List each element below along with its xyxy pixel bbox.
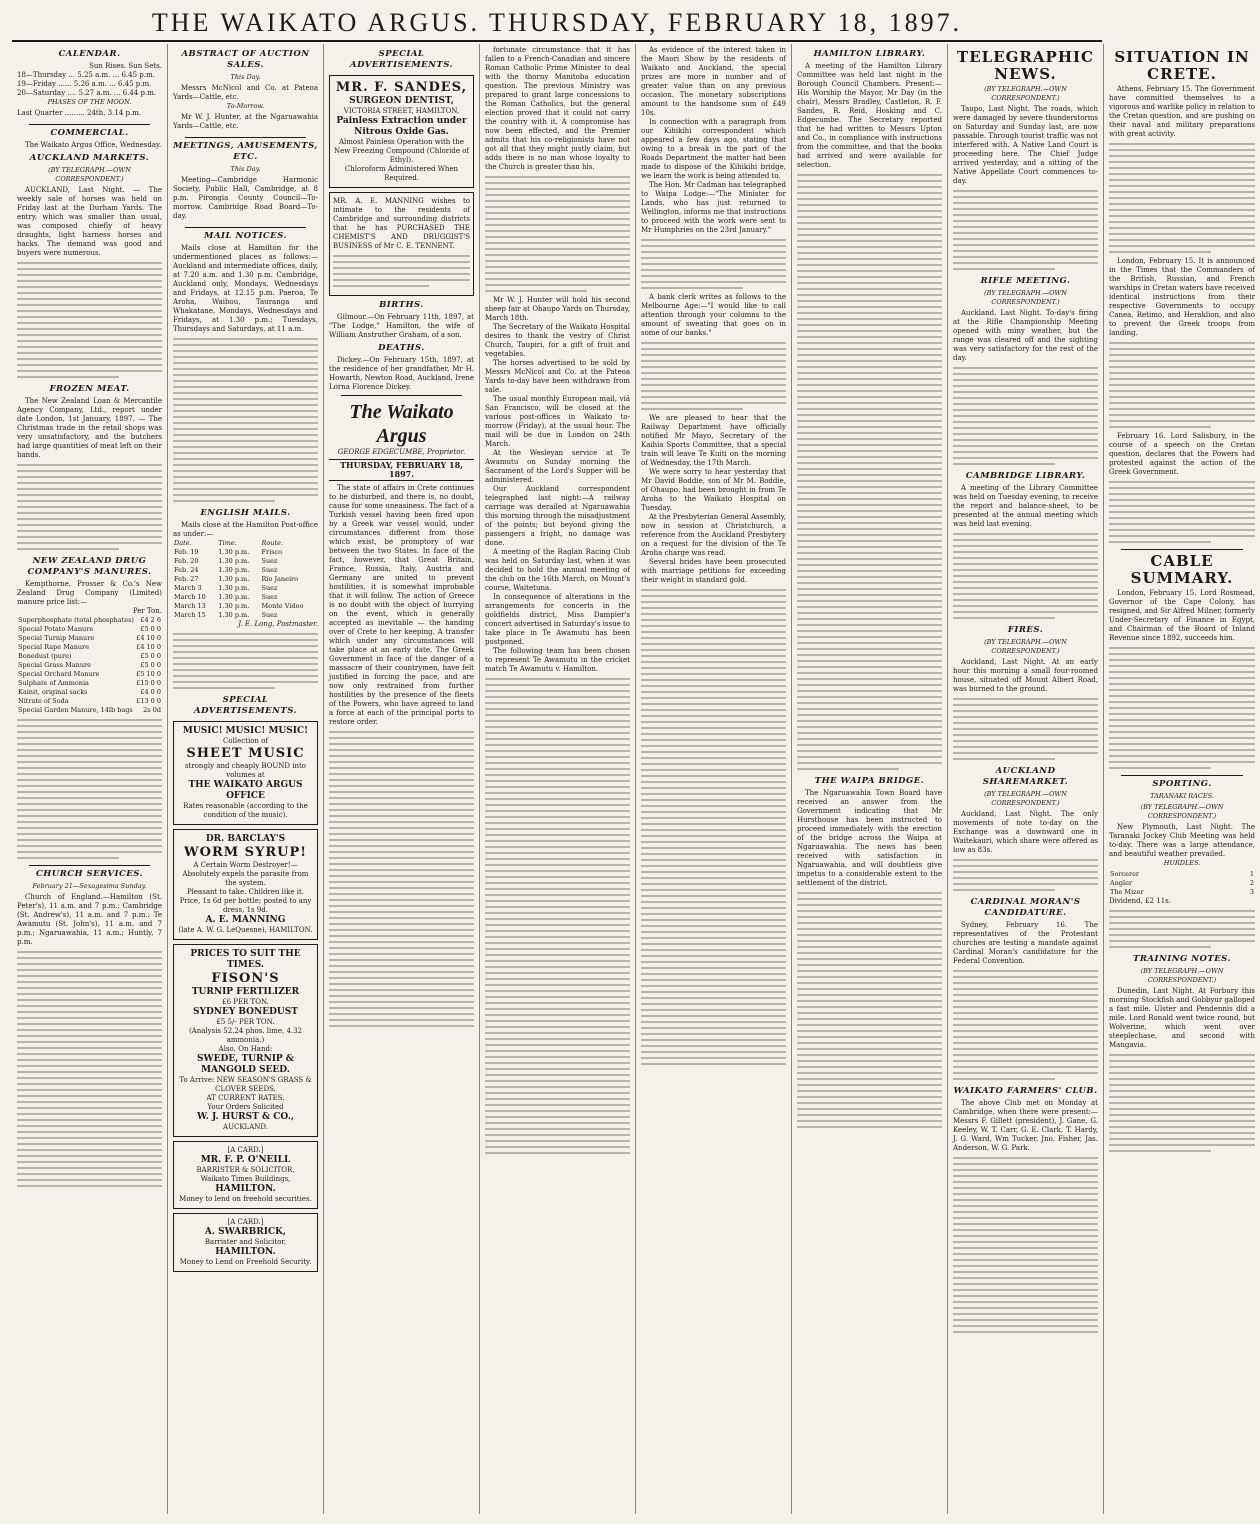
manure-name: Kainit, original sacks <box>18 688 88 696</box>
sporting <box>1109 779 1255 948</box>
manure-row <box>17 679 162 688</box>
fertilizer-ad <box>173 944 318 1137</box>
cable-summary <box>1109 553 1255 769</box>
mail-cell: March 10 <box>174 593 206 601</box>
worm-ad-seller-sub: (late A. W. G. LeQuesne), HAMILTON. <box>178 926 313 934</box>
dentist-line: Almost Painless Operation with the New Freezing Compound (Chloride of Ethyl). <box>333 138 470 164</box>
swarbrick-note: Money to Lend on Freehold Security. <box>179 1258 312 1266</box>
mail-notices <box>173 231 318 502</box>
manure-name: Superphosphate (total phosphates) <box>18 616 134 624</box>
crete-text: London, February 15. It is announced in the Times that the Commanders of the British, Russian, and French warships in Cretan waters have received identical instructions from their respective Governments to occupy Canea, Retimo, and Heraklion, and also to prevent the Greek troops from landing. <box>1109 257 1255 337</box>
mail-heading: MAIL NOTICES. <box>204 231 287 241</box>
fires-sub: (BY TELEGRAPH.—OWN CORRESPONDENT.) <box>984 638 1067 655</box>
telegraphic-sub: (BY TELEGRAPH.—OWN CORRESPONDENT.) <box>984 85 1067 102</box>
column-3 <box>324 44 480 1514</box>
waipa-bridge <box>797 776 942 1128</box>
news-paragraph: We are pleased to hear that the Railway Department have officially notified Mr Mayo, Secretary of the Kaihia Sports Committee, that a special train will leave Te Kuiti on the morning of Wednesday, the 17th March. <box>641 414 786 467</box>
training-notes <box>1109 954 1255 1152</box>
deaths-heading: DEATHS. <box>378 343 425 353</box>
fires-heading: FIRES. <box>1007 625 1044 635</box>
fertilizer-ad-orders: Your Orders Solicited <box>207 1103 284 1111</box>
race-result-row <box>1109 888 1255 897</box>
oneill-town: HAMILTON. <box>215 1184 276 1194</box>
worm-ad-name: DR. BARCLAY'S <box>205 834 286 844</box>
fertilizer-ad-top: PRICES TO SUIT THE TIMES. <box>190 949 301 970</box>
manures <box>17 556 162 859</box>
meetings <box>173 141 318 221</box>
worm-ad-seller: A. E. MANNING <box>205 915 286 925</box>
church-text: Church of England.—Hamilton (St. Peter's), 11 a.m. and 7 p.m.; Cambridge (St. Andrew's), 11 a.m. and 7 p.m.; Te Awamutu (St. John's), 11 a.m. and 7 p.m.; Ngaruawahia, 11 a.m.; Huntly, 7 p.m. <box>17 893 162 946</box>
news-paragraph: A meeting of the Raglan Racing Club was held on Saturday last, when it was decided to hold the annual meeting of the club on the 16th March, on Mount's course, Waitetuna. <box>485 548 630 592</box>
farmers-club <box>953 1086 1098 1333</box>
hamilton-library-text: A meeting of the Hamilton Library Committee was held last night in the Borough Council Chambers. Present:—His Worship the Mayor, Mr Day (in the chair), Messrs Bradley, Castleton, R. F. Sandes, R. Reid, Hosking and C. Edgecumbe. The Secretary reported that he had written to Messrs Upton and Co., in compliance with instructions from the committee, and that the books had arrived and were available for selection. <box>797 62 942 169</box>
situation-in-crete <box>1109 49 1255 543</box>
calendar-heading: CALENDAR. <box>58 49 121 59</box>
news-paragraph: In consequence of alterations in the arrangements for concerts in the goldfields district, Miss Dampier's concert advertised in Saturday's issue to take place in Te Awamutu has been postponed. <box>485 593 630 646</box>
meetings-heading: MEETINGS, AMUSEMENTS, ETC. <box>173 141 318 162</box>
auction-today: Messrs McNicol and Co. at Pateoa Yards—Cattle, etc. <box>173 84 318 101</box>
manures-heading: NEW ZEALAND DRUG COMPANY'S MANURES. <box>27 556 152 577</box>
oneill-card-ad <box>173 1141 318 1209</box>
race-place: 1 <box>1249 870 1254 878</box>
mail-table-header <box>173 539 318 548</box>
english-mails-intro: Mails close at the Hamilton Post-office as under:— <box>173 521 318 538</box>
mail-cell: 1.30 p.m. <box>218 593 250 601</box>
special-ads-heading: SPECIAL ADVERTISEMENTS. <box>349 49 453 70</box>
frozen-meat-heading: FROZEN MEAT. <box>49 384 130 394</box>
race-horse: The Mizer <box>1110 888 1144 896</box>
masthead-title: THE WAIKATO ARGUS. THURSDAY, FEBRUARY 18, 1897. <box>151 8 963 37</box>
mail-cell: Frisco <box>261 548 283 556</box>
manure-row <box>17 652 162 661</box>
manure-price: 2s 0d <box>143 706 161 714</box>
mail-row <box>173 548 318 557</box>
telegraphic-heading: TELEGRAPHIC NEWS. <box>957 48 1094 83</box>
manure-price: £5 0 0 <box>140 661 161 669</box>
dentist-name: MR. F. SANDES, <box>335 80 468 95</box>
sharemarket <box>953 766 1098 891</box>
news-paragraph: In connection with a paragraph from our Kihikihi correspondent which appeared a few days ago, stating that owing to a break in the part of the Roads Department the matter had been made to dispose of the Kihikihi bridge, we learn the work is being attended to. <box>641 118 786 180</box>
manure-name: Special Garden Manure, 14lb bags <box>18 706 133 714</box>
race-horse: Sorcerer <box>1110 870 1140 878</box>
race-horse: Angler <box>1110 879 1133 887</box>
cardinal-moran <box>953 897 1098 1080</box>
auction-sales <box>173 49 318 131</box>
column-1 <box>12 44 168 1514</box>
deaths-text: Dickey.—On February 15th, 1897, at the residence of her grandfather, Mr H. Howarth, Newton Road, Auckland, Irene Lorna Florence Dickey. <box>329 356 474 391</box>
column-7 <box>948 44 1104 1514</box>
training-sub: (BY TELEGRAPH.—OWN CORRESPONDENT.) <box>1140 967 1224 984</box>
race-dividend: Dividend, £2 11s. <box>1109 897 1171 905</box>
mail-cell: Rio Janeiro <box>261 575 299 583</box>
manure-row <box>17 625 162 634</box>
mail-column-header: Date. <box>174 539 192 547</box>
news-paragraph: We were sorry to hear yesterday that Mr David Boddie, son of Mr M. Boddie, of Ohaupo, had been brought in from Te Aroha to the Waikato Hospital on Tuesday. <box>641 468 786 512</box>
frozen-meat <box>17 384 162 550</box>
mail-text: Mails close at Hamilton for the undermentioned places as follows:— Auckland and intermediate offices, daily, at 7.20 a.m. and 1.30 p.m. Cambridge, Auckland only, Mondays, Wednesdays and Fridays, at 12.15 p.m. Paeroa, Te Aroha, Waihou, Tauranga and Whakatane, Mondays, Wednesdays and Fridays, at 1.30 p.m.; Tuesdays, Thursdays and Saturdays, at 11 a.m. <box>173 244 318 333</box>
telegraphic-text: Taupo, Last Night. The roads, which were damaged by severe thunderstorms on Saturday and Sunday last, are now passable. Through tourist traffic was not interfered with. A Native Land Court is proceeding here. The Chief Judge arrived yesterday, and a sitting of the Native Appellate Court commences to-day. <box>953 105 1098 185</box>
fertilizer-ad-analysis: (Analysis 52.24 phos. lime, 4.32 ammonia.) <box>188 1027 303 1044</box>
music-ad-line: Rates reasonable (according to the condition of the music). <box>183 802 308 819</box>
mail-cell: 1.30 p.m. <box>218 575 250 583</box>
mail-cell: 1.30 p.m. <box>218 548 250 556</box>
training-heading: TRAINING NOTES. <box>1133 954 1231 964</box>
fertilizer-ad-brand: FISON'S <box>211 971 280 986</box>
manure-row <box>17 688 162 697</box>
meetings-today-heading: This Day. <box>230 165 261 173</box>
fires-text: Auckland, Last Night. At an early hour this morning a small four-roomed house, situated off Mount Albert Road, was burned to the ground. <box>953 658 1098 693</box>
fertilizer-ad-arrive: To Arrive: NEW SEASON'S GRASS & CLOVER SEEDS, <box>179 1076 312 1093</box>
special-ads-heading: SPECIAL ADVERTISEMENTS. <box>193 695 297 716</box>
auction-tomorrow: Mr W. J. Hunter, at the Ngaruawahia Yards—Cattle, etc. <box>173 113 318 130</box>
farmers-club-heading: WAIKATO FARMERS' CLUB. <box>953 1086 1098 1096</box>
manure-price: £5 10 0 <box>136 670 161 678</box>
mail-row <box>173 566 318 575</box>
swarbrick-card: [A CARD.] <box>227 1218 264 1226</box>
moran-heading: CARDINAL MORAN'S CANDIDATURE. <box>970 897 1081 918</box>
manure-row <box>17 616 162 625</box>
news-paragraph: Our Auckland correspondent telegraphed last night:—A railway carriage was derailed at Ngaruawahia this morning through the misadjustment of the points; but beyond giving the passengers a fright, no damage was done. <box>485 485 630 547</box>
manure-row <box>17 661 162 670</box>
leader-dateline: THURSDAY, FEBRUARY 18, 1897. <box>329 459 474 481</box>
proprietor: GEORGE EDGECUMBE, Proprietor. <box>337 448 466 456</box>
columns <box>12 44 1255 1514</box>
manure-price: £13 0 0 <box>136 697 161 705</box>
masthead <box>12 6 1102 42</box>
rifle-meeting <box>953 276 1098 465</box>
auction-today-heading: This Day. <box>230 73 261 81</box>
news-paragraph: The usual monthly European mail, viâ San Francisco, will be closed at the various post-offices in Waikato to-morrow (Friday), at the usual hour. The mail will be due in London on 24th March. <box>485 395 630 448</box>
mail-cell: Feb. 19 <box>174 548 199 556</box>
fertilizer-ad-price2: £5 5/- PER TON. <box>216 1018 275 1026</box>
mail-cell: Suez <box>261 557 278 565</box>
manure-price: £4 10 0 <box>136 643 161 651</box>
hamilton-library <box>797 49 942 770</box>
oneill-address: Waikato Times Buildings, <box>200 1175 291 1183</box>
mail-row <box>173 557 318 566</box>
race-result-row <box>1109 870 1255 879</box>
manures-unit: Per Ton. <box>132 607 162 615</box>
mail-row <box>173 611 318 620</box>
mail-column-header: Route. <box>261 539 284 547</box>
manure-price: £5 0 0 <box>140 625 161 633</box>
cambridge-library-heading: CAMBRIDGE LIBRARY. <box>965 471 1086 481</box>
news-paragraph: The horses advertised to be sold by Messrs McNicol and Co. at the Pateoa Yards to-day have been withdrawn from sale. <box>485 359 630 394</box>
commercial <box>17 128 162 378</box>
fertilizer-ad-firm: W. J. HURST & CO., <box>197 1112 294 1122</box>
swarbrick-town: HAMILTON. <box>215 1247 276 1257</box>
sharemarket-text: Auckland, Last Night. The only movements of note to-day on the Exchange was a downward one in Waitekauri, which share were offered as low as 83s. <box>953 810 1098 854</box>
church-heading: CHURCH SERVICES. <box>35 869 144 879</box>
news-paragraph: The Hon. Mr Cadman has telegraphed to Waipa Lodge:—"The Minister for Lands, who has just returned to Wellington, informs me that instructions to proceed with the work were sent to Mr Humphries on the 23rd January." <box>641 181 786 234</box>
mail-cell: Suez <box>261 584 278 592</box>
mail-column-header: Time. <box>218 539 237 547</box>
oneill-note: Money to lend on freehold securities. <box>179 1195 312 1203</box>
hurdles-heading: HURDLES. <box>1163 859 1201 867</box>
manning-ad <box>329 192 474 296</box>
commercial-heading: COMMERCIAL. <box>50 128 129 138</box>
fires <box>953 625 1098 760</box>
english-mails-heading: ENGLISH MAILS. <box>200 508 291 518</box>
calendar <box>17 49 162 118</box>
manure-name: Sulphate of Ammonia <box>18 679 89 687</box>
market-heading: AUCKLAND MARKETS. <box>29 153 150 163</box>
paper-title: The Waikato Argus <box>349 401 454 447</box>
manure-price: £5 0 0 <box>140 652 161 660</box>
news-paragraph: Mr W. J. Hunter will hold his second sheep fair at Ohaupo Yards on Thursday, March 18th. <box>485 296 630 322</box>
manure-name: Special Grass Manure <box>18 661 91 669</box>
mail-cell: Monte Video <box>261 602 304 610</box>
postmaster-signature: J. E. Long, Postmaster. <box>238 620 318 628</box>
dentist-title: SURGEON DENTIST, <box>349 96 454 106</box>
mail-cell: 1.30 p.m. <box>218 611 250 619</box>
sporting-heading: SPORTING. <box>1152 779 1212 789</box>
births-heading: BIRTHS. <box>379 300 424 310</box>
oneill-card: [A CARD.] <box>227 1146 264 1154</box>
farmers-club-text: The above Club met on Monday at Cambridge, when there were present:—Messrs F. Gillett (president), J. Gane, G. Keeley, W. T. Carr, G. E. Clark, T. Hardy, J. G. Ward, Wm Tucker, Jno. Fisher, Jas. Anderson, W. G. Park. <box>953 1099 1098 1152</box>
manure-row <box>17 697 162 706</box>
news-paragraph: As evidence of the interest taken in the Maori Show by the residents of Waikato and Auckland, the special prizes are more in number and of greater value than on any previous occasion. The monetary subscriptions amount to the handsome sum of £49 10s. <box>641 46 786 117</box>
mail-cell: 1.30 p.m. <box>218 602 250 610</box>
sheet-music-ad <box>173 721 318 825</box>
market-correspondent: (BY TELEGRAPH.—OWN CORRESPONDENT.) <box>48 166 131 183</box>
sharemarket-sub: (BY TELEGRAPH.—OWN CORRESPONDENT.) <box>984 790 1067 807</box>
sporting-sub: (BY TELEGRAPH.—OWN CORRESPONDENT.) <box>1140 803 1224 820</box>
mail-cell: March 15 <box>174 611 206 619</box>
mail-row <box>173 602 318 611</box>
worm-ad-headline: WORM SYRUP! <box>184 845 307 860</box>
crete-heading: SITUATION IN CRETE. <box>1114 48 1250 83</box>
mail-row <box>173 593 318 602</box>
manure-price: £4 0 0 <box>140 688 161 696</box>
column-2 <box>168 44 324 1514</box>
calendar-row: 18—Thursday ... 5.25 a.m. ... 6.45 p.m. <box>17 71 155 79</box>
mail-cell: Feb. 27 <box>174 575 199 583</box>
church-date: February 21—Sexagesima Sunday. <box>32 882 147 890</box>
dentist-address: VICTORIA STREET, HAMILTON, <box>343 107 460 115</box>
sharemarket-heading: AUCKLAND SHAREMARKET. <box>982 766 1069 787</box>
mail-cell: Suez <box>261 611 278 619</box>
mail-cell: 1.30 p.m. <box>218 584 250 592</box>
race-place: 2 <box>1249 879 1254 887</box>
swarbrick-title: Barrister and Solicitor, <box>204 1238 287 1246</box>
music-ad-top: MUSIC! MUSIC! MUSIC! <box>182 726 309 736</box>
worm-ad-line: A Certain Worm Destroyer!— Absolutely expels the parasite from the system. <box>182 861 309 887</box>
music-ad-line: strongly and cheaply BOUND into volumes at <box>184 762 307 779</box>
oneill-name: MR. F. P. O'NEILL <box>200 1155 291 1165</box>
fertilizer-ad-product2: SYDNEY BONEDUST <box>193 1007 298 1017</box>
manure-price: £4 2 6 <box>140 616 161 624</box>
news-paragraph: The following team has been chosen to represent Te Awamutu in the cricket match Te Awamutu v. Hamilton. <box>485 647 630 673</box>
auction-heading: ABSTRACT OF AUCTION SALES. <box>181 49 310 70</box>
hamilton-library-heading: HAMILTON LIBRARY. <box>813 49 926 59</box>
manure-price: £15 0 0 <box>136 679 161 687</box>
market-report: AUCKLAND, Last Night. — The weekly sale of horses was held on Friday last at the Durham Yards. The entry, which was smaller than usual, was composed chiefly of heavy draughts, light harness horses and hacks. The demand was good and buyers were numerous. <box>17 186 162 257</box>
mail-cell: March 13 <box>174 602 206 610</box>
manure-name: Special Rape Manure <box>18 643 90 651</box>
cable-text: London, February 15. Lord Rosmead, Governor of the Cape Colony, has resigned, and Sir Alfred Milner, formerly Under-Secretary of Finance in Egypt, and Chairman of the Board of Inland Revenue since 1892, succeeds him. <box>1109 589 1255 642</box>
manure-price-table <box>17 616 162 715</box>
moon-phase: Last Quarter ......... 24th, 3.14 p.m. <box>17 109 142 117</box>
column-5 <box>636 44 792 1514</box>
frozen-meat-report: The New Zealand Loan & Mercantile Agency Company, Ltd., report under date London, 1st January, 1897. — The Christmas trade in the retail shops was very unsatisfactory, and the butchers had large quantities of meat left on their hands. <box>17 397 162 459</box>
music-ad-line: Collection of <box>223 737 268 745</box>
manure-row <box>17 706 162 715</box>
manure-name: Bonedust (pure) <box>18 652 72 660</box>
news-paragraph: A bank clerk writes as follows to the Melbourne Age:—"I would like to call attention through your columns to the amount of sweating that goes on in some of our banks." <box>641 293 786 337</box>
mail-row <box>173 575 318 584</box>
fertilizer-ad-rates: AT CURRENT RATES. <box>206 1094 285 1102</box>
news-paragraph: Several brides have been prosecuted with marriage petitions for exceeding their weight in standard gold. <box>641 558 786 584</box>
calendar-row: 19—Friday ...... 5.26 a.m. ... 6.45 p.m. <box>17 80 152 88</box>
music-ad-office: THE WAIKATO ARGUS OFFICE <box>188 780 303 801</box>
manure-row <box>17 643 162 652</box>
mail-cell: March 3 <box>174 584 202 592</box>
news-paragraph: At the Wesleyan service at Te Awamutu on Sunday morning the Sacrament of the Lord's Supper will be administered. <box>485 449 630 484</box>
race-place: 3 <box>1249 888 1254 896</box>
telegraphic-news <box>953 49 1098 270</box>
mail-cell: 1.30 p.m. <box>218 557 250 565</box>
moon-heading: PHASES OF THE MOON. <box>47 98 132 106</box>
manures-intro: Kempthorne, Prosser & Co.'s New Zealand Drug Company (Limited) manure price list:— <box>17 580 162 606</box>
mail-row <box>173 584 318 593</box>
news-paragraph: The Secretary of the Waikato Hospital desires to thank the vestry of Christ Church, Taupiri, for a gift of fruit and vegetables. <box>485 323 630 358</box>
news-paragraph: fortunate circumstance that it has fallen to a French-Canadian and sincere Roman Catholic Prime Minister to deal with the thorny Manitoba education question. The previous Ministry was prepared to grant large concessions to the Roman Catholics, but the general election proved that it could not carry the country with it. A compromise has now been effected, and the Premier admits that his co-religionists have not got all that they might justly claim, but adds there is no man whose loyalty to the Church is greater than his. <box>485 46 630 171</box>
race-results-table <box>1109 870 1255 897</box>
cambridge-library-text: A meeting of the Library Committee was held on Tuesday evening, to receive the report and balance-sheet, to be presented at the annual meeting which was held last evening. <box>953 484 1098 528</box>
column-4 <box>480 44 636 1514</box>
news-paragraph: At the Presbyterian General Assembly, now in session at Christchurch, a reference from the Auckland Presbytery on a request for the division of the Te Aroha charge was read. <box>641 513 786 557</box>
auction-tomorrow-heading: To-Morrow. <box>226 102 265 110</box>
mail-cell: Suez <box>261 566 278 574</box>
leader-text: The state of affairs in Crete continues to be disturbed, and there is, no doubt, cause for some uneasiness. The fact of a Turkish vessel having been fired upon by a Greek war vessel would, under circumstances different from those which exist, be promptory of war between the two States. In face of the fact, however, that Great Britain, France, Russia, Italy, Austria and Germany are united to prevent hostilities, it is somewhat improbable that it will follow. The action of Greece is no doubt with the object of hurrying on the event, which is generally accepted as inevitable — the handing over of Crete to her keeping. A transfer which under any circumstances will take place at an early date. The Greek Government in face of the danger of a massacre of their countrymen, have felt justified in forcing the pace, and are now only restrained from further hostilities by the presence of the fleets of the Powers, who have agreed to land a force at each of the principal ports to restore order. <box>329 484 474 726</box>
rifle-text: Auckland, Last Night. To-day's firing at the Rifle Championship Meeting opened with miny weather, but the range was cleared off and the sighting was very satisfactory for the rest of the day. <box>953 309 1098 362</box>
moran-text: Sydney, February 16. The representatives of the Protestant churches are testing a mandate against Cardinal Moran's candidature for the Federal Convention. <box>953 921 1098 965</box>
manure-name: Special Turnip Manure <box>18 634 95 642</box>
fertilizer-ad-seeds: SWEDE, TURNIP & MANGOLD SEED. <box>197 1054 294 1075</box>
dentist-line: Chloroform Administered When Required. <box>344 165 459 182</box>
swarbrick-name: A. SWARBRICK, <box>204 1227 287 1237</box>
births-text: Gilmour.—On February 11th, 1897, at "The Lodge," Hamilton, the wife of William Anstruther Graham, of a son. <box>329 313 474 339</box>
manure-row <box>17 670 162 679</box>
waipa-bridge-text: The Ngaruawahia Town Board have received an answer from the Government indicating that Mr Hursthouse has been instructed to proceed immediately with the erection of the bridge across the Waipa at Ngaruawahia. The news has been received with satisfaction in Ngaruawahia, and will doubtless give impetus to a considerable extent to the settlement of the district. <box>797 789 942 887</box>
column-6 <box>792 44 948 1514</box>
mail-cell: Feb. 24 <box>174 566 199 574</box>
mail-cell: 1.30 p.m. <box>218 566 250 574</box>
manure-row <box>17 634 162 643</box>
meetings-text: Meeting—Cambridge Harmonic Society, Public Hall, Cambridge, at 8 p.m. Pirongia County Council—To-morrow. Cambridge Road Board—To-day. <box>173 176 318 220</box>
fertilizer-ad-product: TURNIP FERTILIZER <box>191 987 300 997</box>
fertilizer-ad-also: Also, On Hand: <box>218 1045 273 1053</box>
manure-name: Special Orchard Manure <box>18 670 100 678</box>
crete-text: Athens, February 15. The Government have committed themselves to a vigorous and warlike policy in relation to the Cretan question, and are pushing on their naval and military preparations with great activity. <box>1109 85 1255 138</box>
rifle-heading: RIFLE MEETING. <box>980 276 1071 286</box>
english-mails <box>173 508 318 689</box>
fertilizer-ad-price: £6 PER TON. <box>222 998 269 1006</box>
manure-name: Nitrate of Soda <box>18 697 69 705</box>
music-ad-headline: SHEET MUSIC <box>186 746 305 761</box>
crete-text: February 16. Lord Salisbury, in the course of a speech on the Cretan question, declares that the Powers had protested against the action of the Greek Government. <box>1109 432 1255 476</box>
dentist-ad <box>329 75 474 188</box>
worm-syrup-ad <box>173 829 318 940</box>
manure-price: £4 10 0 <box>136 634 161 642</box>
calendar-row: 20—Saturday .... 5.27 a.m. ... 6.44 p.m. <box>17 89 157 97</box>
manure-name: Special Potato Manure <box>18 625 94 633</box>
manning-text: MR. A. E. MANNING wishes to intimate to the residents of Cambridge and surrounding districts that he has PURCHASED THE CHEMIST'S AND DRUGGIST'S BUSINESS of Mr C. E. TENNENT. <box>333 197 470 250</box>
sporting-text: New Plymouth, Last Night. The Taranaki Jockey Club Meeting was held to-day. There was a large attendance, and beautiful weather prevailed. <box>1109 823 1255 858</box>
english-mails-table <box>173 539 318 620</box>
dentist-line: Painless Extraction under Nitrous Oxide Gas. <box>336 116 467 137</box>
oneill-title: BARRISTER & SOLICITOR, <box>196 1166 295 1174</box>
commercial-office: The Waikato Argus Office, Wednesday. <box>25 141 162 149</box>
mail-cell: Suez <box>261 593 278 601</box>
cambridge-library <box>953 471 1098 619</box>
fertilizer-ad-town: AUCKLAND. <box>223 1123 268 1131</box>
waipa-bridge-heading: THE WAIPA BRIDGE. <box>814 776 925 786</box>
taranaki-heading: TARANAKI RACES. <box>1150 792 1214 800</box>
worm-ad-line: Pleasant to take. Children like it. Price, 1s 6d per bottle; posted to any dress, 1s 9d. <box>179 888 312 914</box>
race-result-row <box>1109 879 1255 888</box>
mail-cell: Feb. 20 <box>174 557 199 565</box>
column-8 <box>1104 44 1260 1514</box>
training-text: Dunedin, Last Night. At Forbury this morning Stockfish and Gobbyur galloped a fast mile. Ulster and Pendennis did a mile. Lord Ronald went twice round, but Wolverine, which went over steeplechase, and second with Mangavia. <box>1109 987 1255 1049</box>
rifle-sub: (BY TELEGRAPH.—OWN CORRESPONDENT.) <box>984 289 1067 306</box>
church-services <box>17 869 162 1187</box>
cable-heading: CABLE SUMMARY. <box>1130 552 1234 587</box>
calendar-header: Sun Rises. Sun Sets. <box>89 62 162 70</box>
swarbrick-card-ad <box>173 1213 318 1272</box>
